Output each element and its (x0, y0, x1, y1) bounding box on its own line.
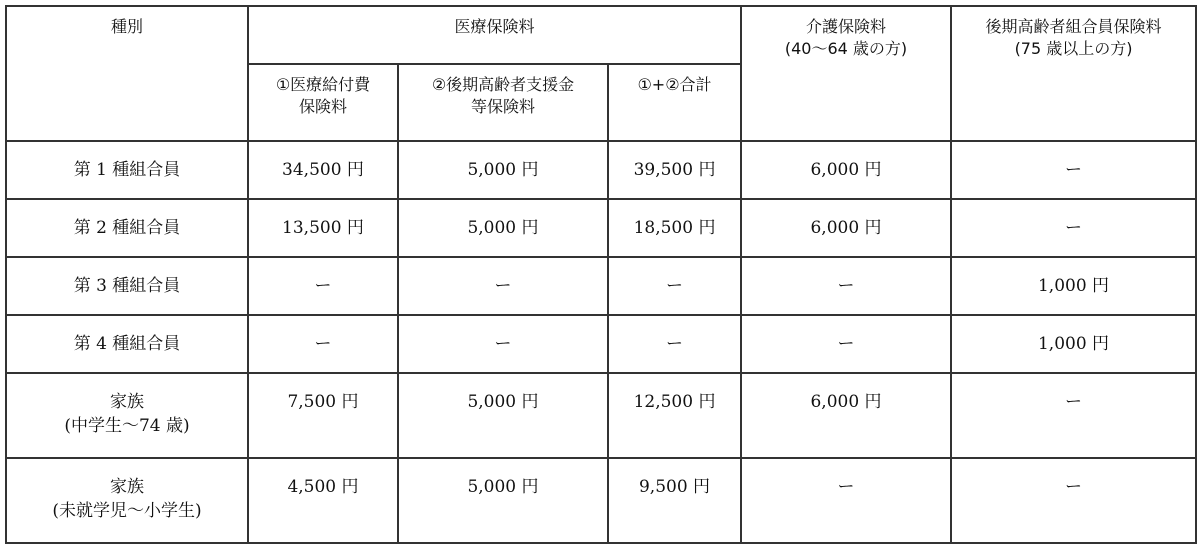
cell-total: 39,500 円 (608, 141, 741, 199)
cell-medical-benefit: 4,500 円 (248, 458, 398, 543)
cell-medical-benefit: ー (248, 315, 398, 373)
header-late-support (398, 64, 608, 141)
cell-late-elderly: 1,000 円 (951, 257, 1196, 315)
row-category-line1: 家族 (110, 477, 144, 497)
header-total: ①+②合計 (608, 64, 741, 141)
header-category: 種別 (6, 6, 248, 141)
header-late-support-line1: ②後期高齢者支援金 (431, 75, 575, 94)
row-category: 第 3 種組合員 (6, 257, 248, 315)
cell-late-support: 5,000 円 (398, 141, 608, 199)
table-row (6, 257, 1196, 315)
row-category-line2: (中学生〜74 歳) (64, 416, 190, 436)
header-care-age: (40〜64 歳の方) (784, 39, 908, 58)
cell-late-support: 5,000 円 (398, 458, 608, 543)
row-category (6, 373, 248, 458)
cell-total: ー (608, 257, 741, 315)
cell-care: ー (741, 458, 951, 543)
row-category: 第 1 種組合員 (6, 141, 248, 199)
table-row (6, 141, 1196, 199)
premium-table (5, 5, 1197, 544)
cell-care: 6,000 円 (741, 141, 951, 199)
row-category (6, 458, 248, 543)
cell-care: ー (741, 257, 951, 315)
cell-late-elderly: ー (951, 458, 1196, 543)
header-late-elderly-age: (75 歳以上の方) (1014, 39, 1133, 58)
cell-care: 6,000 円 (741, 373, 951, 458)
cell-care: ー (741, 315, 951, 373)
table-row (6, 373, 1196, 458)
row-category-line2: (未就学児〜小学生) (52, 501, 202, 521)
row-category-line1: 家族 (110, 392, 144, 412)
cell-medical-benefit: ー (248, 257, 398, 315)
cell-medical-benefit: 34,500 円 (248, 141, 398, 199)
cell-total: 12,500 円 (608, 373, 741, 458)
header-care-insurance (741, 6, 951, 141)
table-row (6, 315, 1196, 373)
table-row (6, 199, 1196, 257)
header-medical-benefit (248, 64, 398, 141)
cell-late-elderly: ー (951, 141, 1196, 199)
cell-late-support: ー (398, 257, 608, 315)
cell-total: 9,500 円 (608, 458, 741, 543)
cell-medical-benefit: 13,500 円 (248, 199, 398, 257)
cell-late-elderly: ー (951, 199, 1196, 257)
header-medical-benefit-line1: ①医療給付費 (275, 75, 371, 94)
row-category: 第 4 種組合員 (6, 315, 248, 373)
cell-medical-benefit: 7,500 円 (248, 373, 398, 458)
cell-total: ー (608, 315, 741, 373)
cell-late-elderly: 1,000 円 (951, 315, 1196, 373)
header-medical-benefit-line2: 保険料 (298, 97, 347, 116)
cell-late-support: ー (398, 315, 608, 373)
cell-total: 18,500 円 (608, 199, 741, 257)
cell-late-support: 5,000 円 (398, 199, 608, 257)
cell-late-elderly: ー (951, 373, 1196, 458)
header-care-title: 介護保険料 (806, 17, 887, 36)
header-medical-insurance: 医療保険料 (248, 6, 741, 64)
row-category: 第 2 種組合員 (6, 199, 248, 257)
header-late-elderly (951, 6, 1196, 141)
cell-late-support: 5,000 円 (398, 373, 608, 458)
header-row-top (6, 6, 1196, 64)
table-row (6, 458, 1196, 543)
header-late-elderly-title: 後期高齢者組合員保険料 (985, 17, 1162, 36)
cell-care: 6,000 円 (741, 199, 951, 257)
header-late-support-line2: 等保険料 (470, 97, 535, 116)
